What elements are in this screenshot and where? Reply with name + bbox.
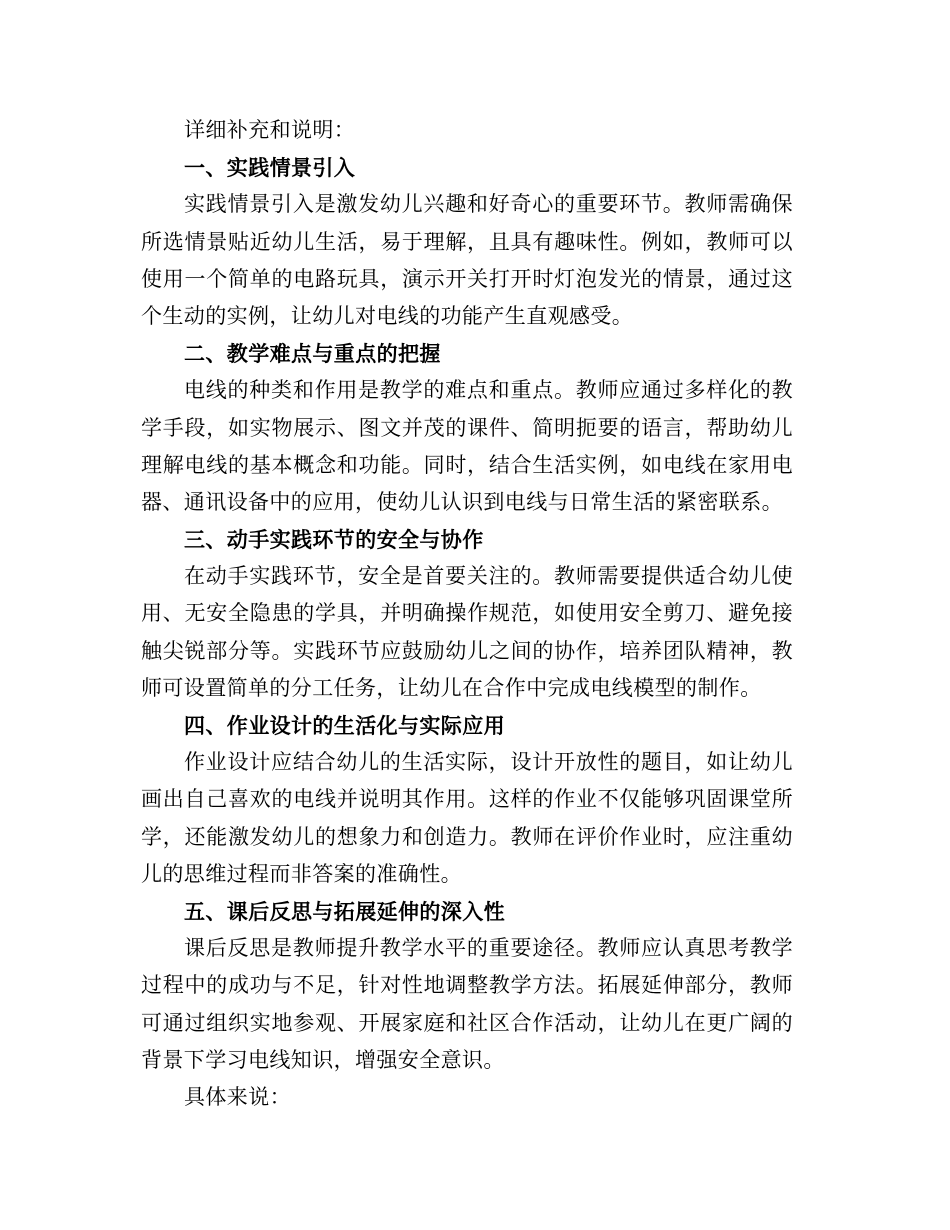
section-2-body [141,372,793,521]
body-line: 背景下学习电线知识，增强安全意识。 [141,1047,505,1072]
intro-paragraph: 详细补充和说明： [184,118,356,142]
section-5-body [141,930,793,1079]
section-2-heading: 二、教学难点与重点的把握 [184,341,441,367]
closing-paragraph: 具体来说： [184,1084,291,1109]
body-line: 实践情景引入是激发幼儿兴趣和好奇心的重要环节。教师需确保 [184,192,793,217]
body-line: 个生动的实例，让幼儿对电线的功能产生直观感受。 [141,303,634,328]
body-line: 使用一个简单的电路玩具，演示开关打开时灯泡发光的情景，通过这 [141,266,793,291]
body-line: 器、通讯设备中的应用，使幼儿认识到电线与日常生活的紧密联系。 [141,489,783,514]
body-line: 可通过组织实地参观、开展家庭和社区合作活动，让幼儿在更广阔的 [141,1010,793,1035]
section-3-heading: 三、动手实践环节的安全与协作 [184,527,484,553]
body-line: 师可设置简单的分工任务，让幼儿在合作中完成电线模型的制作。 [141,675,762,700]
body-line: 所选情景贴近幼儿生活，易于理解，且具有趣味性。例如，教师可以 [141,229,793,254]
section-3-body [141,558,793,707]
body-line: 儿的思维过程而非答案的准确性。 [141,861,462,886]
body-line: 电线的种类和作用是教学的难点和重点。教师应通过多样化的教 [184,378,793,403]
body-line: 作业设计应结合幼儿的生活实际，设计开放性的题目，如让幼儿 [184,750,793,775]
section-1-body [141,186,793,335]
body-line: 触尖锐部分等。实践环节应鼓励幼儿之间的协作，培养团队精神，教 [141,638,793,663]
body-line: 过程中的成功与不足，针对性地调整教学方法。拓展延伸部分，教师 [141,973,793,998]
body-line: 画出自己喜欢的电线并说明其作用。这样的作业不仅能够巩固课堂所 [141,787,793,812]
section-4-heading: 四、作业设计的生活化与实际应用 [184,713,505,738]
body-line: 学手段，如实物展示、图文并茂的课件、简明扼要的语言，帮助幼儿 [141,415,793,440]
body-line: 在动手实践环节，安全是首要关注的。教师需要提供适合幼儿使 [184,564,793,589]
document-page [141,112,793,1116]
body-line: 课后反思是教师提升教学水平的重要途径。教师应认真思考教学 [184,936,793,961]
section-1-heading: 一、实践情景引入 [184,155,356,181]
body-line: 理解电线的基本概念和功能。同时，结合生活实例，如电线在家用电 [141,452,793,477]
section-5-heading: 五、课后反思与拓展延伸的深入性 [184,898,505,924]
body-line: 用、无安全隐患的学具，并明确操作规范，如使用安全剪刀、避免接 [141,601,793,626]
section-4-body [141,744,793,893]
body-line: 学，还能激发幼儿的想象力和创造力。教师在评价作业时，应注重幼 [141,824,793,849]
